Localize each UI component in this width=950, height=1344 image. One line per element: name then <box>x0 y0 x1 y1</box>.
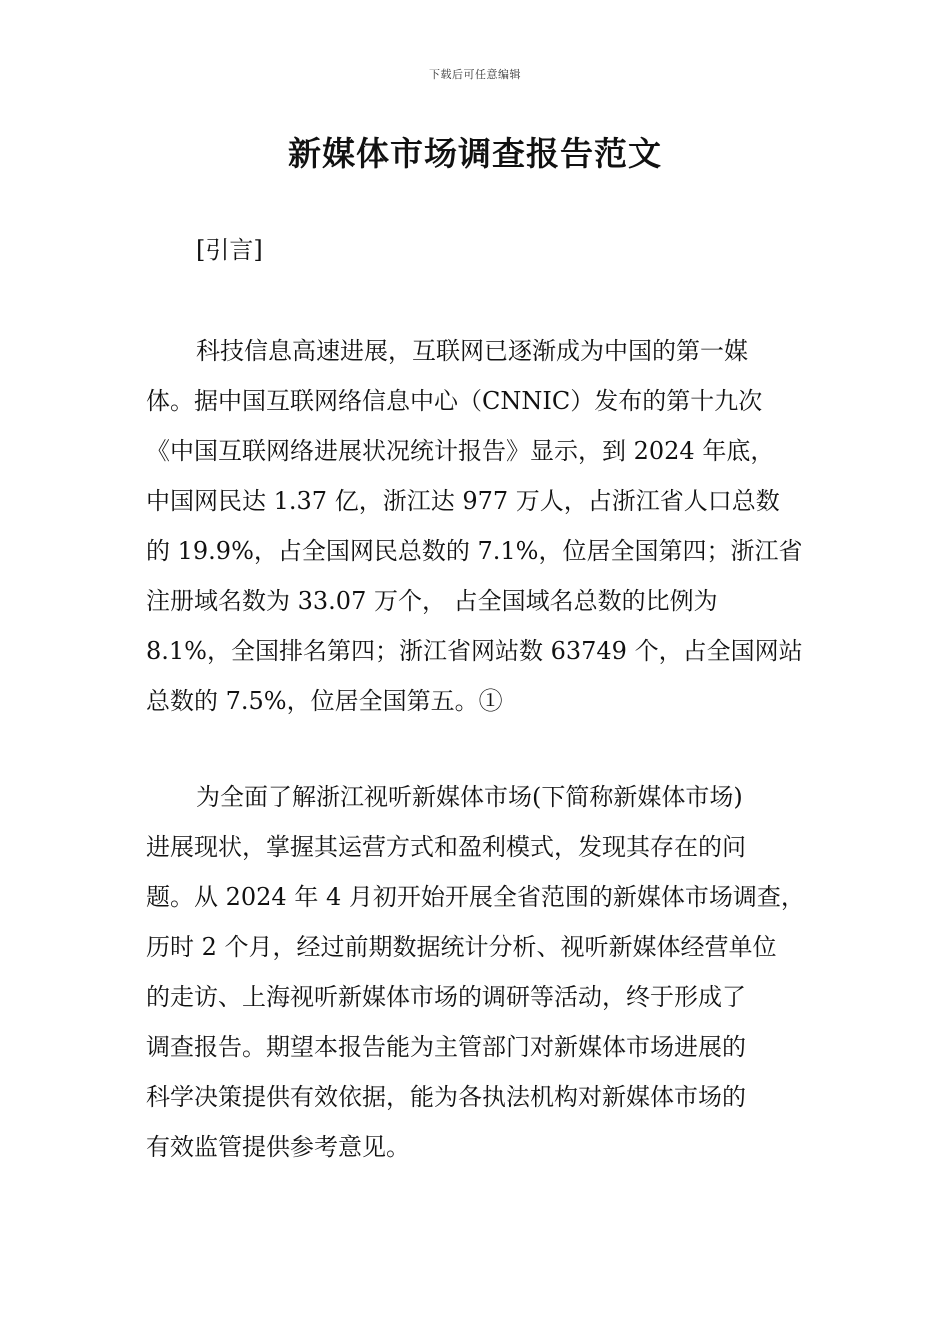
paragraph-line: 体。据中国互联网络信息中心（CNNIC）发布的第十九次 <box>146 387 763 415</box>
paragraph-line: 8.1%，全国排名第四；浙江省网站数 63749 个，占全国网站 <box>146 637 803 665</box>
paragraph <box>146 772 806 1172</box>
header-note: 下载后可任意编辑 <box>429 68 521 81</box>
paragraph-line: 题。从 2024 年 4 月初开始开展全省范围的新媒体市场调查， <box>146 883 805 911</box>
paragraph-line: 总数的 7.5%，位居全国第五。① <box>146 687 503 715</box>
paragraph-line: 调查报告。期望本报告能为主管部门对新媒体市场进展的 <box>146 1033 746 1061</box>
paragraph-line: 为全面了解浙江视听新媒体市场(下简称新媒体市场) <box>196 783 743 811</box>
paragraph-line: 科技信息高速进展，互联网已逐渐成为中国的第一媒 <box>196 337 748 365</box>
paragraph <box>146 326 806 726</box>
paragraph-line: 中国网民达 1.37 亿，浙江达 977 万人，占浙江省人口总数 <box>146 487 780 515</box>
paragraph-line: 进展现状，掌握其运营方式和盈利模式，发现其存在的问 <box>146 833 746 861</box>
paragraph-line: 的走访、上海视听新媒体市场的调研等活动，终于形成了 <box>146 983 746 1011</box>
paragraph-line: 注册域名数为 33.07 万个， 占全国域名总数的比例为 <box>146 587 718 615</box>
paragraph-line: 历时 2 个月，经过前期数据统计分析、视听新媒体经营单位 <box>146 933 777 961</box>
paragraph-line: 《中国互联网络进展状况统计报告》显示，到 2024 年底， <box>146 437 775 465</box>
section-label-intro: [引言] <box>196 236 263 264</box>
document-title: 新媒体市场调查报告范文 <box>288 134 662 173</box>
paragraph-line: 科学决策提供有效依据，能为各执法机构对新媒体市场的 <box>146 1083 746 1111</box>
paragraph-line: 有效监管提供参考意见。 <box>146 1133 410 1161</box>
paragraph-line: 的 19.9%，占全国网民总数的 7.1%，位居全国第四；浙江省 <box>146 537 803 565</box>
